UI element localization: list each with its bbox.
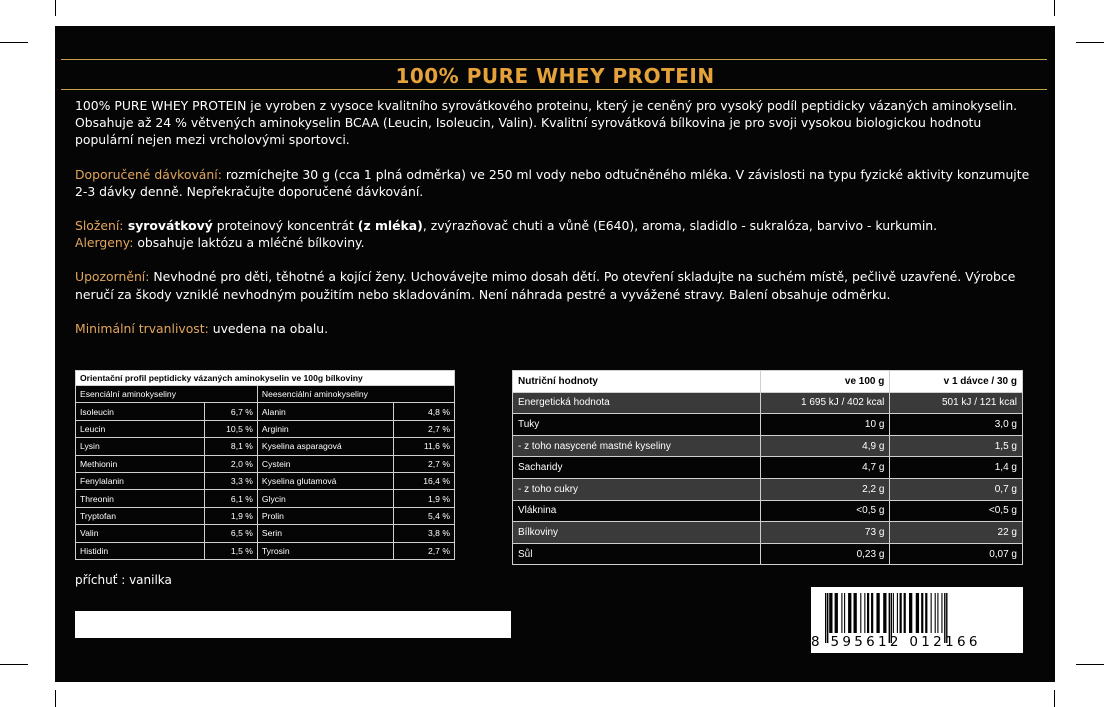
dosage-text: rozmíchejte 30 g (cca 1 plná odměrka) ve 250 ml vody nebo odtučněného mléka. V závislosti na typu fyzické aktivity konzumujte 2-3 dávky denně. Nepřekračujte doporučené dávkování. — [75, 166, 1030, 199]
intro-paragraph: 100% PURE WHEY PROTEIN je vyroben z vysoce kvalitního syrovátkového proteinu, který je ceněný pro vysoký podíl peptidicky vázaných aminokyselin. Obsahuje až 24 % větvených aminokyselin BCAA (Leucin, Isoleucin, Valin). Kvalitní syrovátková bílkovina je pro svoji vysokou biologickou hodnotu populární nejen mezi vrcholovými sportovci. — [75, 98, 1018, 148]
nutrition-table — [512, 370, 1023, 570]
amino-cell-n-val: 1,9 % — [394, 490, 455, 507]
amino-row — [76, 472, 455, 489]
warning-label: Upozornění: — [75, 269, 150, 285]
nutrition-cell-perserving: 1,5 g — [890, 435, 1023, 457]
warning-text: Nevhodné pro děti, těhotné a kojící ženy. Uchovávejte mimo dosah dětí. Po otevření skladujte na suchém místě, pečlivě uzavřené. Výrobce neručí za škody vzniklé nevhodným použitím nebo skladováním. Není náhrada pestré a vyvážené stravy. Balení obsahuje odměrku. — [75, 269, 1016, 302]
amino-cell-n-name: Glycin — [257, 490, 393, 507]
amino-cell-e-name: Valin — [76, 525, 205, 542]
nutrition-row — [513, 414, 1023, 436]
amino-cell-n-name: Serin — [257, 525, 393, 542]
amino-cell-e-name: Threonin — [76, 490, 205, 507]
amino-cell-n-val: 2,7 % — [394, 542, 455, 559]
barcode — [811, 587, 1023, 653]
composition-text-2: , zvýrazňovač chuti a vůně (E640), aroma, sladidlo - sukralóza, barvivo - kurkumin. — [422, 218, 938, 234]
nutrition-row — [513, 457, 1023, 479]
composition-text-1: proteinový koncentrát — [212, 218, 358, 234]
nutrition-cell-per100: 4,7 g — [760, 457, 890, 479]
amino-row — [76, 507, 455, 524]
nutrition-cell-per100: 2,2 g — [760, 478, 890, 500]
amino-row — [76, 455, 455, 472]
bottom-gold-rule — [61, 89, 1047, 90]
amino-cell-n-name: Kyselina glutamová — [257, 472, 393, 489]
amino-cell-e-val: 10,5 % — [204, 420, 257, 437]
flavor-text: příchuť : vanilka — [75, 573, 172, 587]
nutrition-cell-name: - z toho cukry — [513, 478, 761, 500]
amino-cell-n-name: Cystein — [257, 455, 393, 472]
composition-paragraph — [75, 217, 1035, 234]
nutrition-cell-per100: 1 695 kJ / 402 kcal — [760, 392, 890, 414]
description-block — [75, 97, 1035, 354]
nutrition-cell-per100: 4,9 g — [760, 435, 890, 457]
amino-acid-table — [75, 370, 455, 566]
amino-cell-e-name: Fenylalanin — [76, 472, 205, 489]
nutrition-cell-perserving: 3,0 g — [890, 414, 1023, 436]
dosage-label: Doporučené dávkování: — [75, 166, 222, 182]
amino-row — [76, 438, 455, 455]
nutrition-cell-perserving: 22 g — [890, 522, 1023, 544]
amino-table-title-row — [76, 371, 455, 386]
composition-bold-2: (z mléka) — [357, 218, 423, 234]
nutrition-row — [513, 435, 1023, 457]
shelf-life-text: uvedena na obalu. — [208, 320, 329, 336]
essential-header: Esenciální aminokyseliny — [76, 386, 258, 403]
nutrition-cell-per100: 0,23 g — [760, 543, 890, 565]
amino-cell-e-val: 6,7 % — [204, 403, 257, 420]
nutrition-cell-name: Sacharidy — [513, 457, 761, 479]
nutrition-cell-name: Energetická hodnota — [513, 392, 761, 414]
amino-cell-e-val: 6,1 % — [204, 490, 257, 507]
amino-cell-n-val: 4,8 % — [394, 403, 455, 420]
amino-cell-e-name: Histidin — [76, 542, 205, 559]
amino-cell-n-val: 2,7 % — [394, 420, 455, 437]
allergens-label: Alergeny: — [75, 235, 134, 251]
amino-cell-e-name: Methionin — [76, 455, 205, 472]
amino-cell-n-name: Kyselina asparagová — [257, 438, 393, 455]
product-label — [55, 26, 1055, 682]
nutrition-cell-name: Sůl — [513, 543, 761, 565]
shelf-life-label: Minimální trvanlivost: — [75, 320, 209, 336]
amino-cell-e-val: 8,1 % — [204, 438, 257, 455]
nutrition-cell-perserving: 501 kJ / 121 kcal — [890, 392, 1023, 414]
nutrition-cell-name: - z toho nasycené mastné kyseliny — [513, 435, 761, 457]
nutrition-row — [513, 500, 1023, 522]
amino-cell-n-name: Prolin — [257, 507, 393, 524]
nutrition-cell-per100: <0,5 g — [760, 500, 890, 522]
amino-row — [76, 490, 455, 507]
nutrition-cell-name: Vláknina — [513, 500, 761, 522]
product-title: 100% PURE WHEY PROTEIN — [395, 64, 715, 88]
amino-cell-e-val: 3,3 % — [204, 472, 257, 489]
nutrition-header-row — [513, 371, 1023, 393]
dosage-paragraph — [75, 166, 1035, 200]
amino-cell-e-name: Lysin — [76, 438, 205, 455]
nutrition-cell-perserving: <0,5 g — [890, 500, 1023, 522]
nutrition-row — [513, 392, 1023, 414]
nutrition-cell-perserving: 0,07 g — [890, 543, 1023, 565]
amino-cell-e-val: 1,9 % — [204, 507, 257, 524]
lot-number-box — [75, 611, 511, 638]
nutrition-row — [513, 543, 1023, 565]
shelf-life-paragraph — [75, 320, 1035, 337]
allergens-text: obsahuje laktózu a mléčné bílkoviny. — [133, 235, 365, 251]
nutrition-cell-name: Bílkoviny — [513, 522, 761, 544]
nutrition-row — [513, 522, 1023, 544]
amino-cell-e-name: Leucin — [76, 420, 205, 437]
top-gold-rule — [61, 59, 1047, 60]
nutrition-header-serving: v 1 dávce / 30 g — [890, 371, 1023, 393]
composition-label: Složení: — [75, 218, 124, 234]
allergens-paragraph — [75, 234, 1035, 251]
amino-row — [76, 542, 455, 559]
nutrition-cell-perserving: 1,4 g — [890, 457, 1023, 479]
nutrition-cell-name: Tuky — [513, 414, 761, 436]
nutrition-row — [513, 478, 1023, 500]
amino-row — [76, 403, 455, 420]
amino-cell-e-name: Tryptofan — [76, 507, 205, 524]
nutrition-header-per100: ve 100 g — [760, 371, 890, 393]
amino-row — [76, 420, 455, 437]
barcode-digits: 8 595612 012166 — [811, 634, 981, 650]
amino-cell-n-val: 3,8 % — [394, 525, 455, 542]
warning-paragraph — [75, 268, 1035, 302]
nutrition-cell-perserving: 0,7 g — [890, 478, 1023, 500]
amino-cell-n-val: 2,7 % — [394, 455, 455, 472]
amino-cell-e-val: 1,5 % — [204, 542, 257, 559]
nutrition-cell-per100: 10 g — [760, 414, 890, 436]
amino-cell-n-val: 5,4 % — [394, 507, 455, 524]
amino-row — [76, 525, 455, 542]
amino-cell-n-name: Arginin — [257, 420, 393, 437]
amino-cell-e-val: 6,5 % — [204, 525, 257, 542]
amino-cell-e-val: 2,0 % — [204, 455, 257, 472]
composition-bold-1: syrovátkový — [123, 218, 213, 234]
amino-cell-e-name: Isoleucin — [76, 403, 205, 420]
amino-cell-n-name: Tyrosin — [257, 542, 393, 559]
amino-table-title: Orientační profil peptidicky vázaných aminokyselin ve 100g bílkoviny — [76, 371, 455, 386]
amino-subheader-row — [76, 386, 455, 403]
amino-cell-n-val: 11,6 % — [394, 438, 455, 455]
amino-cell-n-val: 16,4 % — [394, 472, 455, 489]
amino-cell-n-name: Alanin — [257, 403, 393, 420]
nutrition-cell-per100: 73 g — [760, 522, 890, 544]
nutrition-header-name: Nutriční hodnoty — [513, 371, 761, 393]
nonessential-header: Neesenciální aminokyseliny — [257, 386, 454, 403]
